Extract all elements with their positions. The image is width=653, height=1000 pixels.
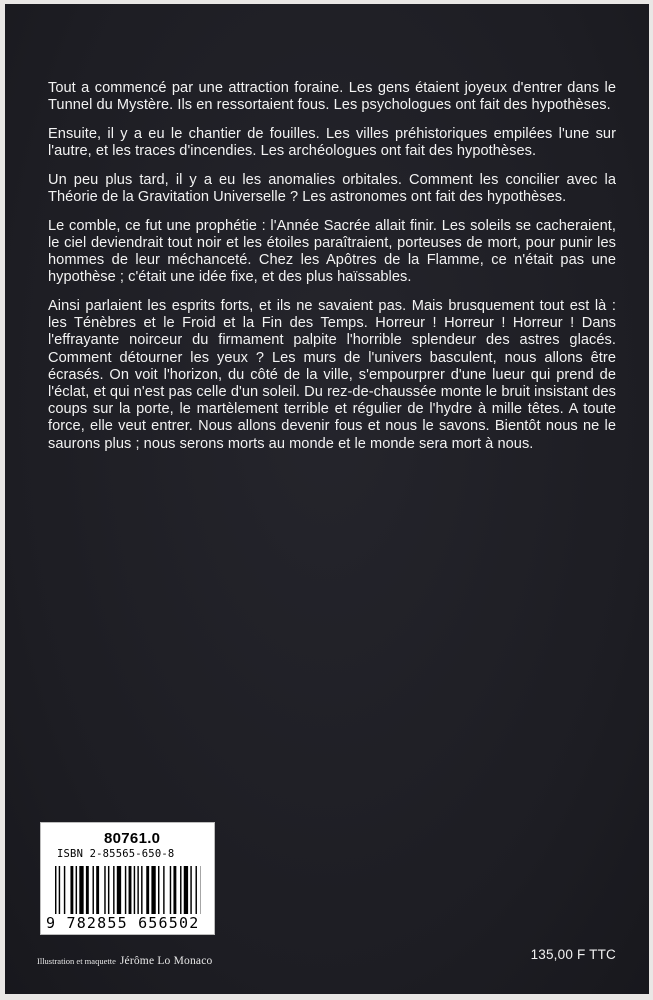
blurb-paragraph-1: Tout a commencé par une attraction foraine. Les gens étaient joyeux d'entrer dans le Tunnel du Mystère. Ils en ressortaient fous. Les psychologues ont fait des hypothèses.: [48, 80, 616, 114]
credit-name: Jérôme Lo Monaco: [119, 955, 213, 967]
barcode-label: [40, 822, 215, 935]
credit-label: Illustration et maquette: [37, 956, 116, 966]
illustration-credit: [37, 951, 212, 969]
isbn-number: ISBN 2-85565-650-8: [57, 848, 175, 860]
blurb-paragraph-3: Un peu plus tard, il y a eu les anomalies orbitales. Comment les concilier avec la Théorie de la Gravitation Universelle ? Les astronomes ont fait des hypothèses.: [48, 171, 616, 206]
ean-number: 9 782855 656502: [46, 914, 200, 932]
blurb-paragraph-5: Ainsi parlaient les esprits forts, et ils ne savaient pas. Mais brusquement tout est là : les Ténèbres et le Froid et la Fin des Temps. Horreur ! Horreur ! Horreur ! Dans l'effrayante noirceur du firmament palpite l'horrible splendeur des astres glacés. Comment détourner les yeux ? Les murs de l'univers basculent, nous allons être écrasés. On voit l'horizon, du côté de la ville, s'empourprer d'une lueur qui prend de l'éclat, et qui n'est pas celle d'un soleil. Du rez-de-chaussée monte le bruit insistant des coups sur la porte, le martèlement terrible et régulier de l'hydre à mille têtes. A toute force, elle veut entrer. Nous allons devenir fous et nous le savons. Bientôt nous ne le saurons plus ; nous serons morts au monde et le monde sera mort à nous.: [48, 298, 616, 452]
barcode-icon: [55, 866, 201, 914]
product-code: 80761.0: [104, 830, 161, 847]
blurb-text: [48, 80, 616, 464]
blurb-paragraph-4: Le comble, ce fut une prophétie : l'Année Sacrée allait finir. Les soleils se cacheraient, le ciel deviendrait tout noir et les étoiles paraîtraient, porteuses de mort, pour punir les hommes de leur méchanceté. Chez les Apôtres de la Flamme, ce n'était pas une hypothèse ; c'était une idée fixe, et des plus haïssables.: [48, 217, 616, 286]
price-label: 135,00 F TTC: [530, 947, 616, 962]
blurb-paragraph-2: Ensuite, il y a eu le chantier de fouilles. Les villes préhistoriques empilées l'une sur l'autre, et les traces d'incendies. Les archéologues ont fait des hypothèses.: [48, 125, 616, 160]
